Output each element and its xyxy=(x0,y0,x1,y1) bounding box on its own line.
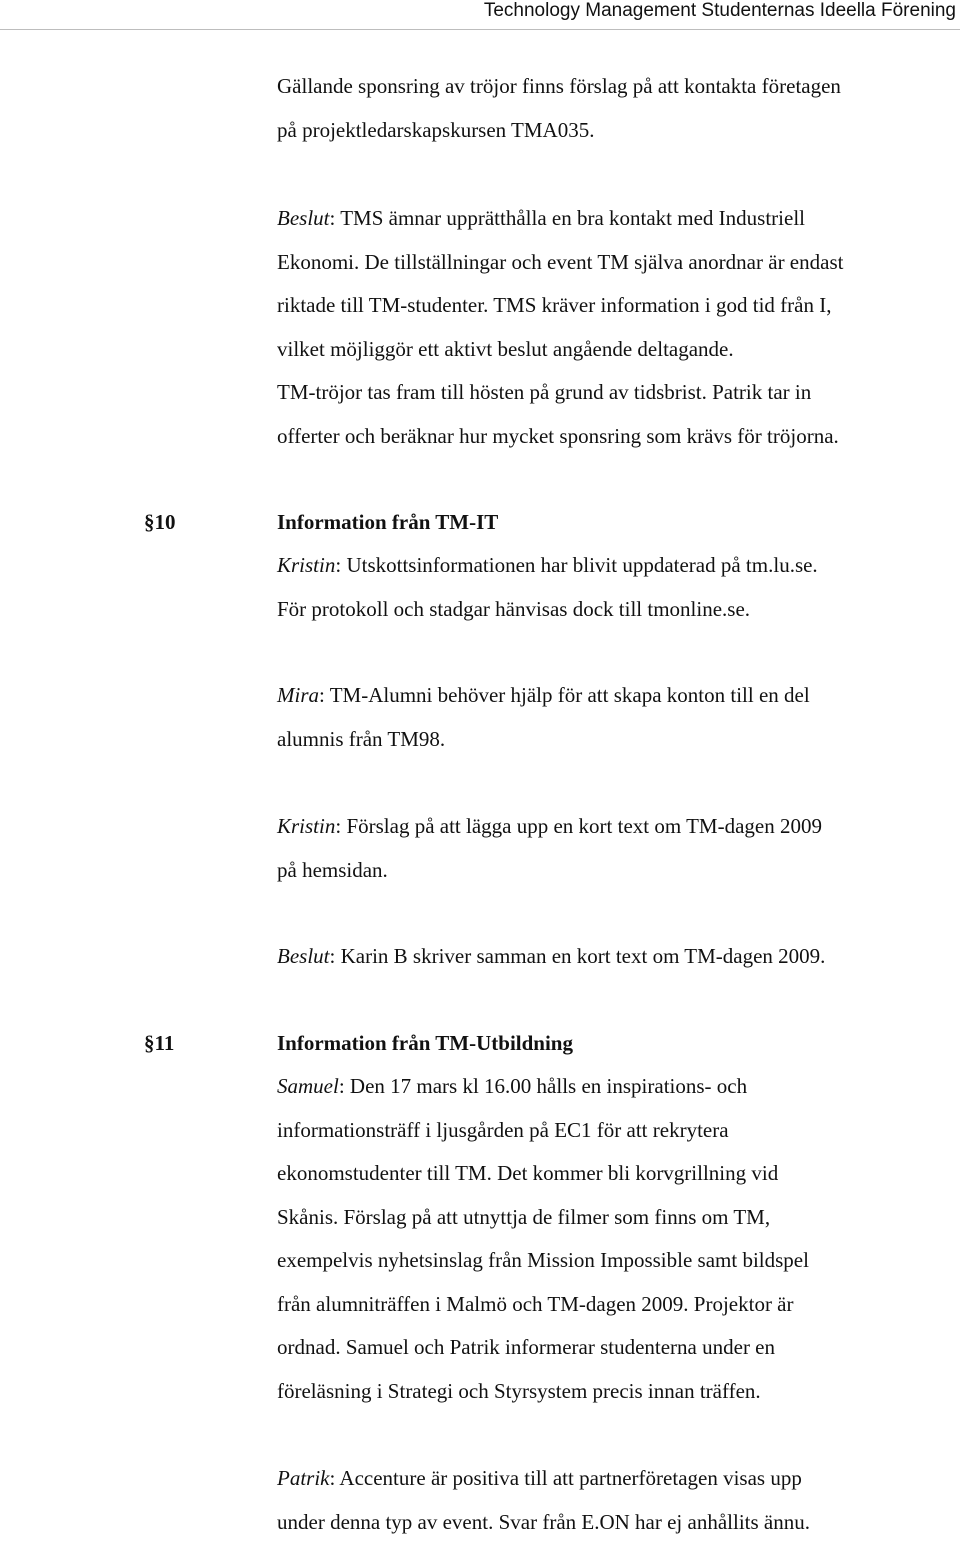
page-header xyxy=(0,0,960,30)
text-line: ekonomstudenter till TM. Det kommer bli korvgrillning vid xyxy=(277,1152,809,1196)
text-line: Kristin: Förslag på att lägga upp en kort text om TM-dagen 2009 xyxy=(277,805,822,849)
text-line: riktade till TM-studenter. TMS kräver information i god tid från I, xyxy=(277,284,843,328)
paragraph-samuel xyxy=(277,1065,809,1413)
text-line: Beslut: Karin B skriver samman en kort text om TM-dagen 2009. xyxy=(277,935,825,979)
speaker-label: Beslut xyxy=(277,206,330,230)
text-line: Mira: TM-Alumni behöver hjälp för att skapa konton till en del xyxy=(277,674,810,718)
text-line: på projektledarskapskursen TMA035. xyxy=(277,109,841,153)
text-line: från alumniträffen i Malmö och TM-dagen 2009. Projektor är xyxy=(277,1283,809,1327)
section-title: Information från TM-IT xyxy=(277,509,498,535)
text-line: alumnis från TM98. xyxy=(277,718,810,762)
text-line: Kristin: Utskottsinformationen har blivit uppdaterad på tm.lu.se. xyxy=(277,544,818,588)
text-line: exempelvis nyhetsinslag från Mission Impossible samt bildspel xyxy=(277,1239,809,1283)
speaker-label: Samuel xyxy=(277,1074,339,1098)
section-number: §11 xyxy=(144,1030,174,1056)
speaker-label: Kristin xyxy=(277,814,335,838)
text-line: Patrik: Accenture är positiva till att partnerföretagen visas upp xyxy=(277,1457,810,1501)
text-line: Samuel: Den 17 mars kl 16.00 hålls en inspirations- och xyxy=(277,1065,809,1109)
section-title: Information från TM-Utbildning xyxy=(277,1030,573,1056)
text-line: vilket möjliggör ett aktivt beslut angående deltagande. xyxy=(277,328,843,372)
text-line: Beslut: TMS ämnar upprätthålla en bra kontakt med Industriell xyxy=(277,197,843,241)
text-line: ordnad. Samuel och Patrik informerar studenterna under en xyxy=(277,1326,809,1370)
text-line: Skånis. Förslag på att utnyttja de filmer som finns om TM, xyxy=(277,1196,809,1240)
paragraph-patrik xyxy=(277,1457,810,1544)
text-line: För protokoll och stadgar hänvisas dock till tmonline.se. xyxy=(277,588,818,632)
text-line: föreläsning i Strategi och Styrsystem precis innan träffen. xyxy=(277,1370,809,1414)
organization-name: Technology Management Studenternas Ideella Förening xyxy=(484,0,956,22)
text-line: under denna typ av event. Svar från E.ON har ej anhållits ännu. xyxy=(277,1501,810,1544)
text-line: på hemsidan. xyxy=(277,849,822,893)
speaker-label: Patrik xyxy=(277,1466,330,1490)
speaker-label: Mira xyxy=(277,683,319,707)
paragraph-decision-karin xyxy=(277,935,825,979)
text-line: Gällande sponsring av tröjor finns förslag på att kontakta företagen xyxy=(277,65,841,109)
paragraph-kristin-tm-dagen xyxy=(277,805,822,892)
text-line: offerter och beräknar hur mycket sponsring som krävs för tröjorna. xyxy=(277,415,843,459)
speaker-label: Kristin xyxy=(277,553,335,577)
paragraph-mira xyxy=(277,674,810,761)
paragraph-decision-industriell xyxy=(277,197,843,458)
paragraph-kristin-it xyxy=(277,544,818,631)
section-number: §10 xyxy=(144,509,176,535)
text-line: TM-tröjor tas fram till hösten på grund av tidsbrist. Patrik tar in xyxy=(277,371,843,415)
text-line: informationsträff i ljusgården på EC1 för att rekrytera xyxy=(277,1109,809,1153)
speaker-label: Beslut xyxy=(277,944,330,968)
text-line: Ekonomi. De tillställningar och event TM själva anordnar är endast xyxy=(277,241,843,285)
paragraph-sponsorship xyxy=(277,65,841,152)
